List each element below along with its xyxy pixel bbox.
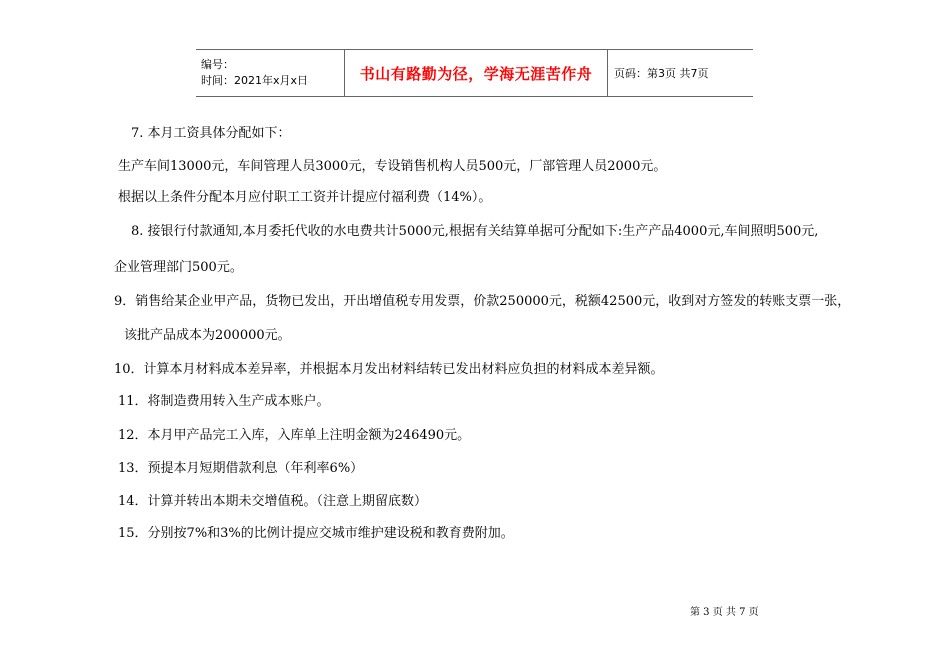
header-page-number: 页码：第3页 共7页: [608, 50, 754, 97]
item-7-instruction: 根据以上条件分配本月应付职工工资并计提应付福利费（14%）。: [118, 190, 492, 205]
header-motto: 书山有路勤为径，学海无涯苦作舟: [345, 50, 608, 97]
item-8-line-1: 8. 接银行付款通知,本月委托代收的水电费共计5000元,根据有关结算单据可分配如下:生产产品4000元,车间照明500元,: [131, 224, 819, 239]
date-label: 时间：2021年x月x日: [201, 74, 309, 87]
item-9-line-2: 该批产品成本为200000元。: [124, 328, 291, 343]
item-12: 12．本月甲产品完工入库，入库单上注明金额为246490元。: [118, 428, 471, 443]
serial-number-label: 编号：: [201, 58, 234, 71]
page-footer: 第 3 页 共 7 页: [690, 607, 759, 618]
item-8-line-2: 企业管理部门500元。: [114, 260, 243, 275]
item-14: 14．计算并转出本期未交增值税。（注意上期留底数）: [118, 494, 428, 509]
item-7-detail: 生产车间13000元，车间管理人员3000元，专设销售机构人员500元，厂部管理人员2000元。: [118, 159, 667, 174]
item-10: 10．计算本月材料成本差异率，并根据本月发出材料结转已发出材料应负担的材料成本差异额。: [114, 362, 664, 377]
document-header: [196, 49, 753, 97]
header-meta-cell: [196, 50, 345, 97]
item-9-line-1: 9．销售给某企业甲产品，货物已发出，开出增值税专用发票，价款250000元，税额42500元，收到对方签发的转账支票一张，: [114, 294, 851, 309]
item-13: 13．预提本月短期借款利息（年利率6%）: [118, 461, 364, 476]
item-7-title: 7. 本月工资具体分配如下：: [131, 126, 291, 141]
item-11: 11．将制造费用转入生产成本账户。: [118, 394, 330, 409]
item-15: 15．分别按7%和3%的比例计提应交城市维护建设税和教育费附加。: [118, 526, 514, 541]
